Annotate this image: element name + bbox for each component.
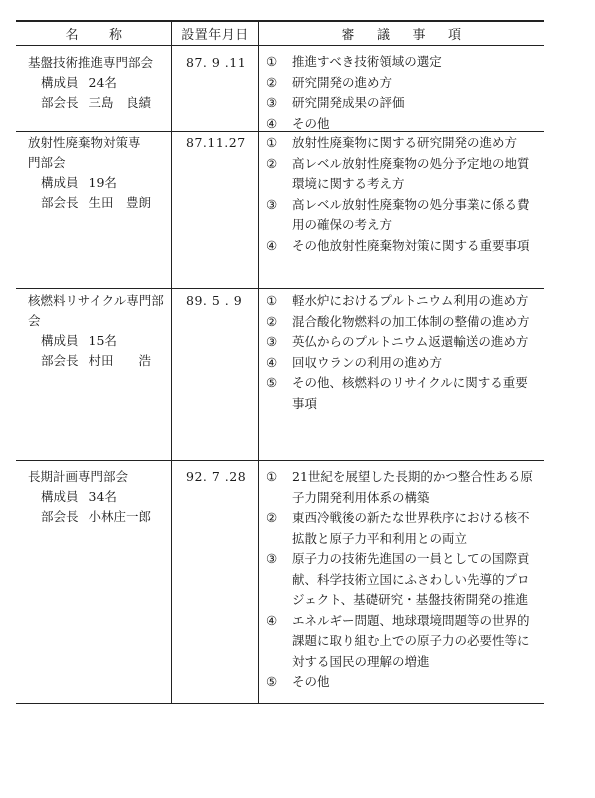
members-label: 構成員 [41, 489, 79, 504]
matter-item [266, 467, 536, 508]
committee-name: 核燃料リサイクル専門部会 [28, 293, 164, 328]
established-date: 92. 7 .28 [186, 469, 247, 484]
members-count: 24名 [88, 75, 117, 90]
item-text: 英仏からのプルトニウム返還輸送の進め方 [292, 334, 529, 349]
chair-label: 部会長 [41, 95, 79, 110]
item-text: 放射性廃棄物に関する研究開発の進め方 [292, 135, 518, 150]
header-name [17, 23, 171, 43]
item-number: ③ [266, 551, 278, 566]
committee-members [28, 173, 168, 193]
item-number: ③ [266, 196, 278, 212]
committee-chair [28, 193, 168, 213]
header-matters-char: 事 [412, 27, 427, 43]
committee-name-cell [28, 133, 168, 213]
established-date: 87.11.27 [186, 135, 246, 150]
item-text: 高レベル放射性廃棄物の処分予定地の地質環境に関する考え方 [292, 155, 530, 191]
committee-members [28, 487, 168, 507]
matter-item [266, 93, 536, 114]
committee-name-cell [28, 291, 168, 371]
table-top-rule [16, 20, 544, 22]
members-count: 19名 [88, 175, 117, 190]
item-number: ③ [266, 95, 278, 110]
committee-name: 基盤技術推進専門部会 [28, 55, 154, 70]
item-text: その他 [292, 115, 330, 131]
item-text: 推進すべき技術領域の選定 [292, 54, 442, 69]
matter-item [266, 373, 536, 414]
matters-list [266, 52, 536, 134]
established-date: 87. 9 .11 [186, 55, 247, 70]
members-label: 構成員 [41, 75, 79, 90]
matter-item [266, 549, 536, 611]
header-matters-char: 議 [376, 27, 391, 43]
item-number: ③ [266, 334, 278, 349]
matter-item [266, 611, 536, 673]
item-text: 回収ウランの利用の進め方 [292, 354, 443, 370]
committee-name: 放射性廃棄物対策専門部会 [28, 135, 141, 170]
item-number: ② [266, 510, 278, 525]
matters-list [266, 133, 536, 256]
item-text: 高レベル放射性廃棄物の処分事業に係る費用の確保の考え方 [292, 196, 530, 232]
matter-item [266, 672, 536, 693]
row-divider [16, 460, 544, 461]
chair-label: 部会長 [41, 353, 79, 368]
committee-name-cell [28, 53, 168, 113]
members-label: 構成員 [41, 333, 79, 348]
item-number: ④ [266, 237, 278, 253]
item-number: ② [266, 313, 278, 329]
header-matters [259, 23, 544, 43]
members-count: 34名 [88, 489, 117, 504]
committee-chair [28, 351, 168, 371]
table-bottom-rule [16, 703, 544, 704]
item-text: エネルギー問題、地球環境問題等の世界的課題に取り組む上での原子力の必要性等に対する国民の理解の増進 [292, 612, 530, 669]
committee-members [28, 331, 168, 351]
chair-name: 村田 浩 [88, 353, 152, 368]
header-date-label: 設置年月日 [181, 27, 249, 43]
members-label: 構成員 [41, 175, 79, 190]
committee-name: 長期計画専門部会 [28, 469, 129, 484]
header-date [172, 23, 258, 43]
item-number: ⑤ [266, 375, 278, 390]
matters-list [266, 467, 536, 693]
item-number: ④ [266, 612, 278, 628]
matter-item [266, 291, 536, 312]
item-text: その他放射性廃棄物対策に関する重要事項 [292, 237, 530, 253]
item-number: ④ [266, 354, 278, 370]
item-text: 混合酸化物燃料の加工体制の整備の進め方 [292, 313, 530, 329]
header-matters-char: 審 [341, 27, 355, 43]
matter-item [266, 133, 536, 154]
item-text: 21世紀を展望した長期的かつ整合性ある原子力開発利用体系の構築 [292, 469, 533, 505]
item-number: ② [266, 74, 278, 90]
column-divider [171, 21, 172, 703]
committee-name-cell [28, 467, 168, 527]
committee-members [28, 73, 168, 93]
row-divider [16, 288, 544, 289]
item-number: ① [266, 293, 278, 308]
item-text: 軽水炉におけるプルトニウム利用の進め方 [292, 293, 529, 308]
item-number: ① [266, 54, 278, 69]
matter-item [266, 312, 536, 333]
header-bottom-rule [16, 45, 544, 46]
matter-item [266, 114, 536, 135]
matter-item [266, 236, 536, 257]
item-number: ④ [266, 115, 278, 131]
established-date: 89. 5 . 9 [186, 293, 243, 308]
matter-item [266, 508, 536, 549]
matter-item [266, 332, 536, 353]
header-matters-char: 項 [448, 27, 462, 43]
item-text: その他、核燃料のリサイクルに関する重要事項 [292, 375, 528, 411]
members-count: 15名 [88, 333, 117, 348]
item-number: ① [266, 469, 278, 484]
committee-chair [28, 93, 168, 113]
matter-item [266, 73, 536, 94]
item-number: ① [266, 135, 278, 150]
matter-item [266, 195, 536, 236]
header-name-char: 名 [65, 27, 79, 43]
item-text: その他 [292, 674, 330, 689]
matter-item [266, 52, 536, 73]
chair-label: 部会長 [41, 509, 79, 524]
committee-chair [28, 507, 168, 527]
matters-list [266, 291, 536, 414]
item-number: ② [266, 155, 278, 171]
chair-name: 生田 豊朗 [88, 195, 152, 210]
chair-label: 部会長 [41, 195, 79, 210]
item-text: 東西冷戦後の新たな世界秩序における核不拡散と原子力平和利用との両立 [292, 510, 530, 546]
chair-name: 三島 良績 [88, 95, 152, 110]
header-name-char: 称 [109, 27, 123, 43]
chair-name: 小林庄一郎 [88, 509, 152, 524]
item-number: ⑤ [266, 674, 278, 689]
matter-item [266, 353, 536, 374]
matter-item [266, 154, 536, 195]
item-text: 研究開発成果の評価 [292, 95, 405, 110]
column-divider [258, 21, 259, 703]
item-text: 研究開発の進め方 [292, 74, 393, 90]
item-text: 原子力の技術先進国の一員としての国際貢献、科学技術立国にふさわしい先導的プロジェクト、基礎研究・基盤技術開発の推進 [292, 551, 530, 607]
